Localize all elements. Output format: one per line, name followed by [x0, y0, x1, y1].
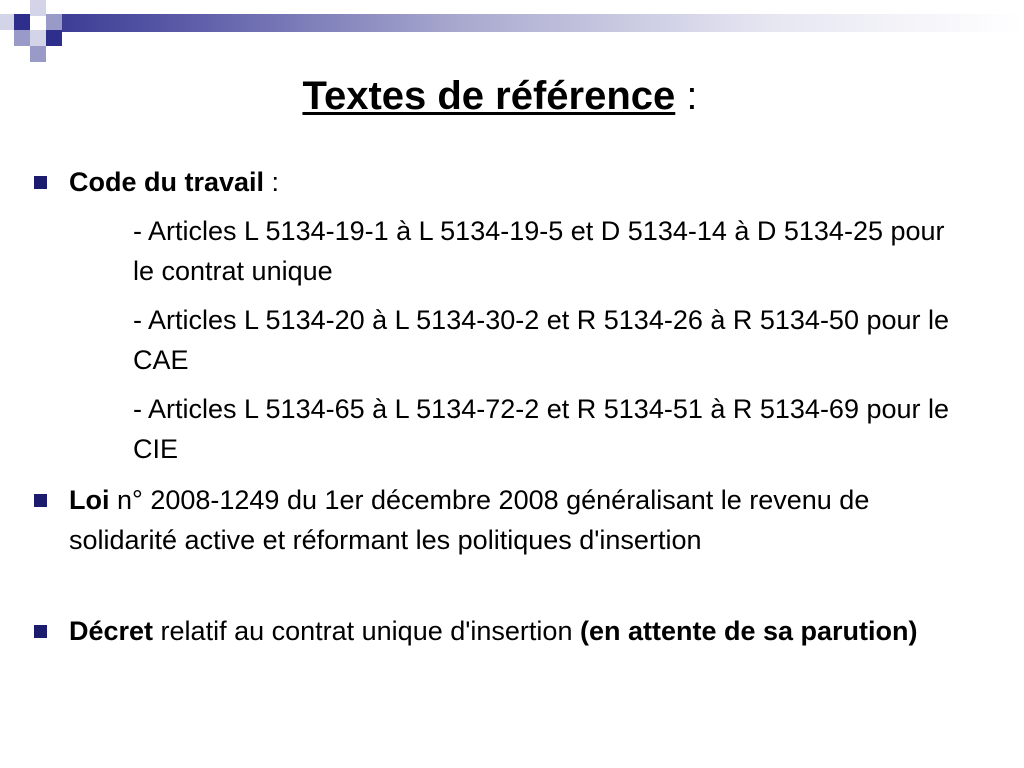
- bullet-marker: [34, 625, 47, 638]
- bullet-loi: [69, 480, 949, 560]
- bullet-decret: [69, 611, 949, 651]
- bullet-marker: [34, 176, 47, 189]
- bullet-code-du-travail: [69, 162, 949, 202]
- sub-item-cie: - Articles L 5134-65 à L 5134-72-2 et R 5134-51 à R 5134-69 pour le CIE: [133, 394, 950, 464]
- bullet-label-bold: Loi: [69, 485, 110, 515]
- title-main: Textes de référence: [302, 74, 676, 118]
- sub-item-cae: - Articles L 5134-20 à L 5134-30-2 et R 5134-26 à R 5134-50 pour le CAE: [133, 305, 950, 375]
- title-suffix: :: [675, 74, 698, 118]
- bullet-marker: [34, 494, 47, 507]
- bullet-label-rest: :: [264, 167, 280, 197]
- sub-item-contrat-unique: - Articles L 5134-19-1 à L 5134-19-5 et D 5134-14 à D 5134-25 pour le contrat unique: [133, 216, 945, 286]
- bullet-label-rest: n° 2008-1249 du 1er décembre 2008 généralisant le revenu de solidarité active et réformant les politiques d'insertion: [69, 485, 870, 555]
- bullet-label-bold: Décret: [69, 616, 154, 646]
- bullet-label-rest: relatif au contrat unique d'insertion: [153, 616, 580, 646]
- bullet-label-bold: Code du travail: [69, 167, 265, 197]
- bullet-label-bold-end: (en attente de sa parution): [579, 616, 918, 646]
